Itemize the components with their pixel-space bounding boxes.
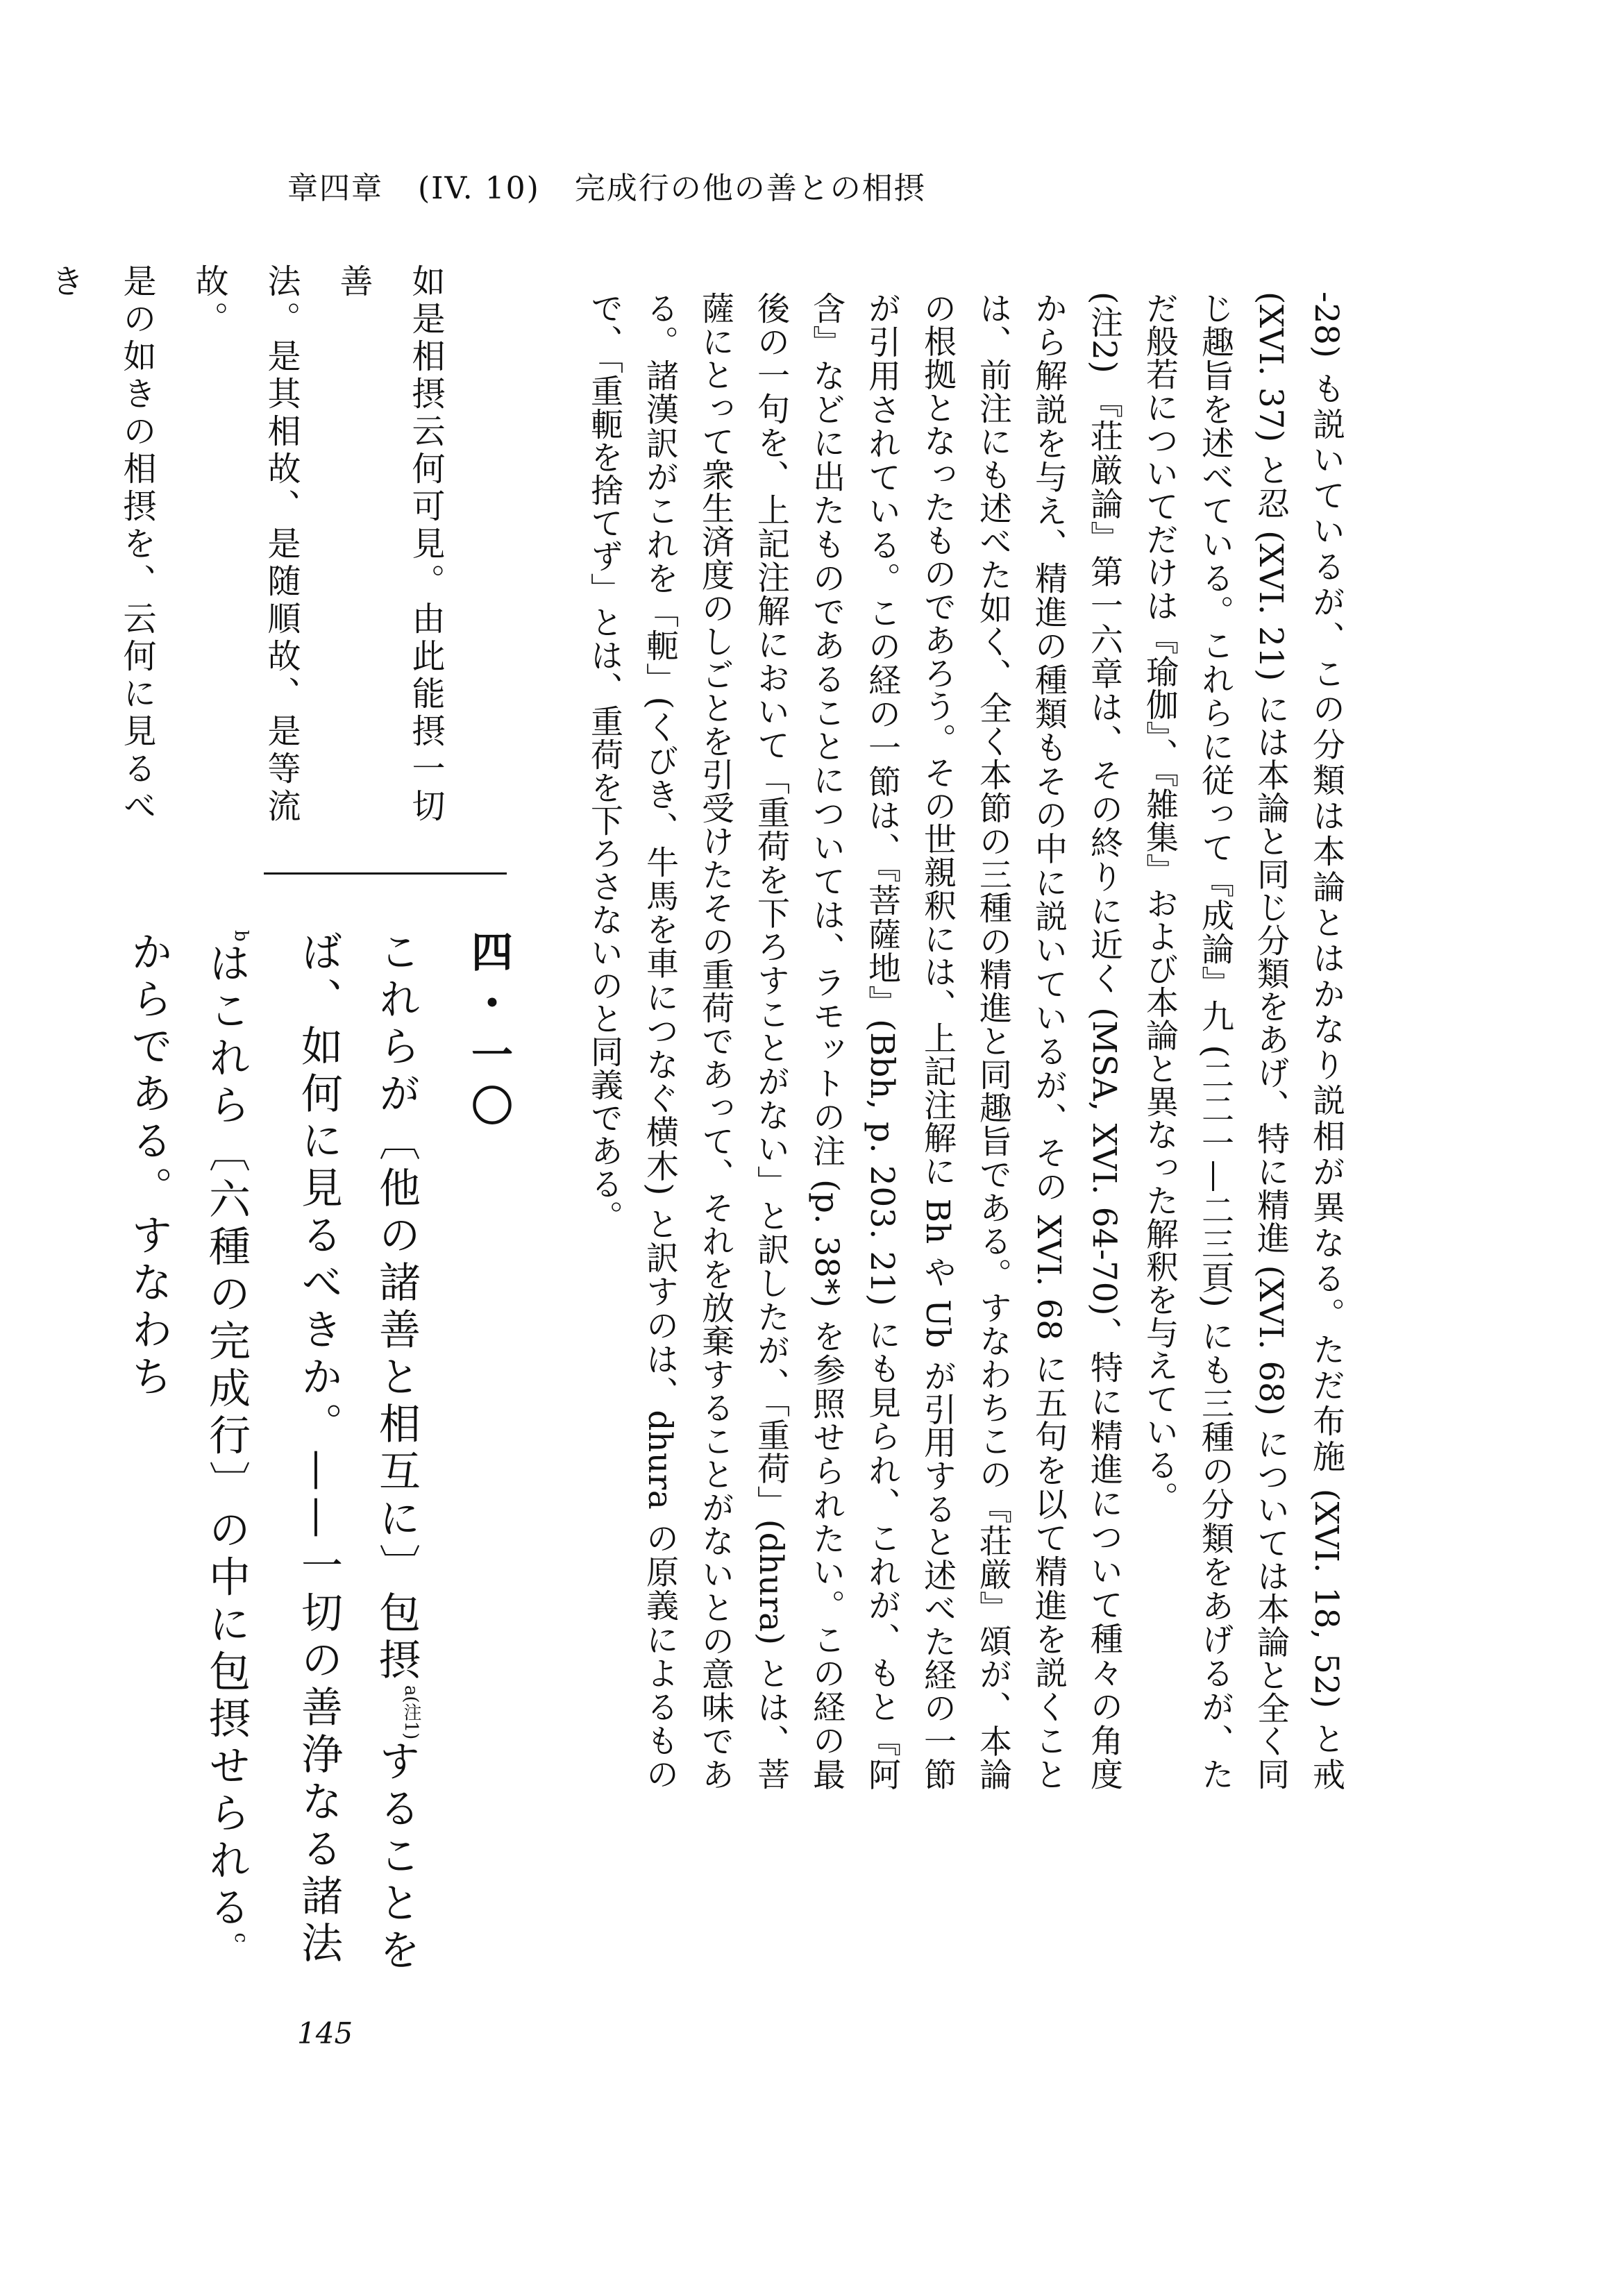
translation-segment-3: はこれら〔六種の完成行〕の中に包摂せられる: [202, 941, 251, 1933]
translation-segment-4: からである。すなわち: [124, 930, 173, 1402]
section-number: 四・一〇: [464, 930, 513, 1136]
note-mark-a: a(注1): [401, 1685, 421, 1740]
original-line-1: 如是相摂云何可見。由此能摂一切善: [334, 264, 445, 826]
running-head-section-ref: (IV. 10): [418, 171, 540, 206]
original-line-2: 法。是其相故、是随順故、是等流故。: [190, 264, 301, 826]
translation-block: [124, 930, 528, 1978]
chinese-original-text: [45, 264, 462, 833]
translation-body: [110, 930, 450, 1978]
divider-rule: [264, 872, 507, 875]
note-2-paragraph: (注2) 『荘厳論』第一六章は、その終りに近く (MSA, XVI. 64-70)、特に精進について種々の角度から解説を与え、精進の種類もその中に説いているが、その XVI. 68 に五句を以て精進を説くことは、前注にも述べた如く、全く本節の三種の精進と同趣旨である。すなわちこの『荘厳』頌が、本論の根拠となったものであろう。その世親釈には、上記注解に Bh や Ub が引用すると述べた経の一節が引用されている。この経の一節は、『菩薩地』(Bbh, p. 203. 21) にも見られ、これが、もと『阿含』などに出たものであることについては、ラモットの注 (p. 38*) を参照せられたい。この経の最後の一句を、上記注解において「重荷を下ろすことがない」と訳したが、「重荷」(dhura) とは、菩薩にとって衆生済度のしごとを引受けたその重荷であって、それを放棄することがないとの意味である。諸漢訳がこれを「軛」(くびき、牛馬を車につなぐ横木) と訳すのは、dhura の原義によるもので、「重軛を捨てず」とは、重荷を下ろさないのと同義である。: [585, 292, 1123, 1791]
page-number: 145: [297, 2016, 353, 2050]
running-head-chapter: 章四章: [287, 171, 383, 206]
translation-segment-2: することをば、如何に見るべきか。——一切の善浄なる諸法: [294, 930, 421, 1976]
running-head: [287, 161, 1273, 217]
note-mark-b: b: [230, 930, 251, 942]
running-head-title: 完成行の他の善との相摂: [574, 171, 926, 206]
note-mark-c: c: [230, 1932, 251, 1943]
original-line-3: 是の如きの相摂を、云何に見るべき: [45, 264, 156, 826]
translation-segment-1: これらが〔他の諸善と相互に〕包摂: [372, 930, 421, 1685]
note-paragraph-continued: -28) も説いているが、この分類は本論とはかなり説相が異なる。ただ布施 (XVI. 18, 52) と戒 (XVI. 37) と忍 (XVI. 21) には本論と同じ分類をあげ、特に精進 (XVI. 68) については本論と全く同じ趣旨を述べている。これらに従って『成論』九 (二二一—二三頁) にも三種の分類をあげるが、ただ般若についてだけは『瑜伽』、『雑集』および本論と異なった解釈を与えている。: [1141, 292, 1345, 1791]
notes-block: [585, 292, 1354, 1791]
